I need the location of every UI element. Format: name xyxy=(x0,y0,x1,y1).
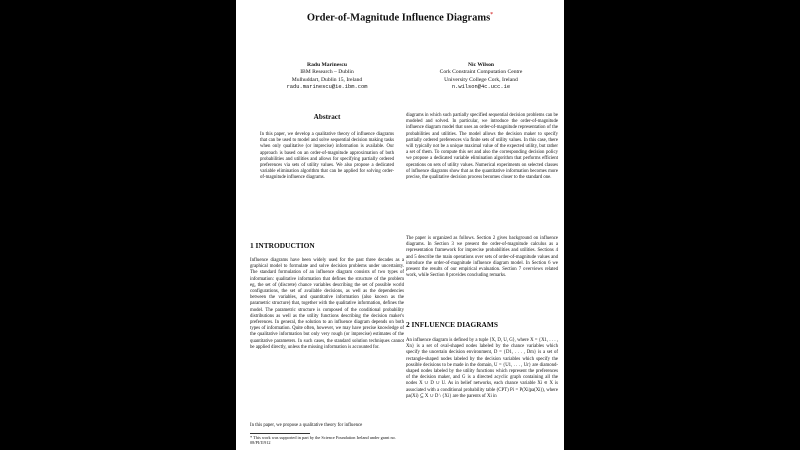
author-affiliation: Cork Constraint Computation Centre xyxy=(439,69,523,76)
intro-paragraph-2: In this paper, we propose a qualitative theory for influence xyxy=(250,423,363,428)
section-1-heading: 1 INTRODUCTION xyxy=(250,241,315,250)
footnote-rule xyxy=(250,433,310,434)
abstract-text: In this paper, we develop a qualitative theory of influence diagrams that can be used to model and solve sequential decision making tasks when only qualitative (or imprecise) information is available. Our approach is based on an order-of-magnitude approximation of both probabilities and utilities and allows for specifying partially ordered preferences via sets of utility values. We also propose a dedicated variable elimination algorithm that can be applied for solving order-of-magnitude influence diagrams. xyxy=(260,132,394,181)
section-2-heading: 2 INFLUENCE DIAGRAMS xyxy=(406,320,498,329)
author-name: Nic Wilson xyxy=(467,62,495,68)
right-paragraph-3: An influence diagram is defined by a tuple ⟨X, D, U, G⟩, where X = {X1, . . . , Xn} is a set of oval-shaped nodes labeled by the chance variables which specify the uncertain decision environment, D = {D1, . . . , Dm} is a set of rectangle-shaped nodes labeled by the decision variables which specify the possible decisions to be made in the domain, U = {U1, . . . , Ur} are diamond-shaped nodes labeled by the utility functions which represent the preferences of the decision maker, and G is a directed acyclic graph containing all the nodes X ∪ D ∪ U. As in belief networks, each chance variable Xi ∈ X is associated with a conditional probability table (CPT) Pi = P(Xi|pa(Xi)), where pa(Xi) ⊆ X ∪ D \ {Xi} are the parents of Xi in xyxy=(406,338,558,399)
paper-title: Order-of-Magnitude Influence Diagrams* xyxy=(306,12,494,24)
author-affiliation: IBM Research – Dublin xyxy=(300,69,354,76)
author-block-1 xyxy=(250,62,404,92)
abstract-heading: Abstract xyxy=(313,113,341,121)
author-address: Mulhuddart, Dublin 15, Ireland xyxy=(291,76,363,83)
title-footnote-mark: * xyxy=(490,12,494,18)
right-paragraph-1: diagrams in which such partially specified sequential decision problems can be modeled and solved. In particular, we introduce the order-of-magnitude influence diagram model that uses an order-of-magnitude representation of the probabilities and utilities. The model allows the decision maker to specify partially ordered preferences via finite sets of utility values. In this case, there will typically not be a unique maximal value of the expected utility, but rather a set of them. To compute this set and also the corresponding decision policy we propose a dedicated variable elimination algorithm that performs efficient operations on sets of utility values. Numerical experiments on selected classes of influence diagrams show that as the quantitative information becomes more precise, the qualitative decision process becomes closer to the standard one. xyxy=(406,113,558,181)
author-block-2 xyxy=(406,62,556,92)
right-paragraph-2: The paper is organized as follows. Section 2 gives background on influence diagrams. In Section 3 we present the order-of-magnitude calculus as a representation framework for imprecise probabilities and utilities. Sections 4 and 5 describe the main operations over sets of order-of-magnitude values and introduce the order-of-magnitude influence diagram model. In Section 6 we present the results of our empirical evaluation. Section 7 overviews related work, while Section 8 provides concluding remarks. xyxy=(406,236,558,279)
author-name: Radu Marinescu xyxy=(307,62,347,68)
paper-page xyxy=(236,0,564,450)
footnote: * This work was supported in part by the Science Foundation Ireland under grant no. 08/PI/I1912 xyxy=(250,435,396,446)
author-email: n.wilson@4c.ucc.ie xyxy=(451,84,511,91)
author-email: radu.marinescu@ie.ibm.com xyxy=(286,84,368,91)
author-address: University College Cork, Ireland xyxy=(444,76,518,83)
intro-paragraph-1: Influence diagrams have been widely used for the past three decades as a graphical model to formulate and solve decision problems under uncertainty. The standard formulation of an influence diagram consists of two types of information: qualitative information that defines the structure of the problem eg, the set of (discrete) chance variables describing the set of possible world configurations, the set of available decisions, as well as the dependencies between the variables, and quantitative information (also known as the parametric structure) that, together with the qualitative information, defines the model. The parametric structure is composed of the conditional probability distributions as well as the utility functions describing the decision maker's preferences. In general, the solution to an influence diagram depends on both types of information. Quite often, however, we may have precise knowledge of the qualitative information but only very rough (or imprecise) estimates of the quantitative parameters. In such cases, the standard solution techniques cannot be applied directly, unless the missing information is accounted for. xyxy=(250,258,404,350)
